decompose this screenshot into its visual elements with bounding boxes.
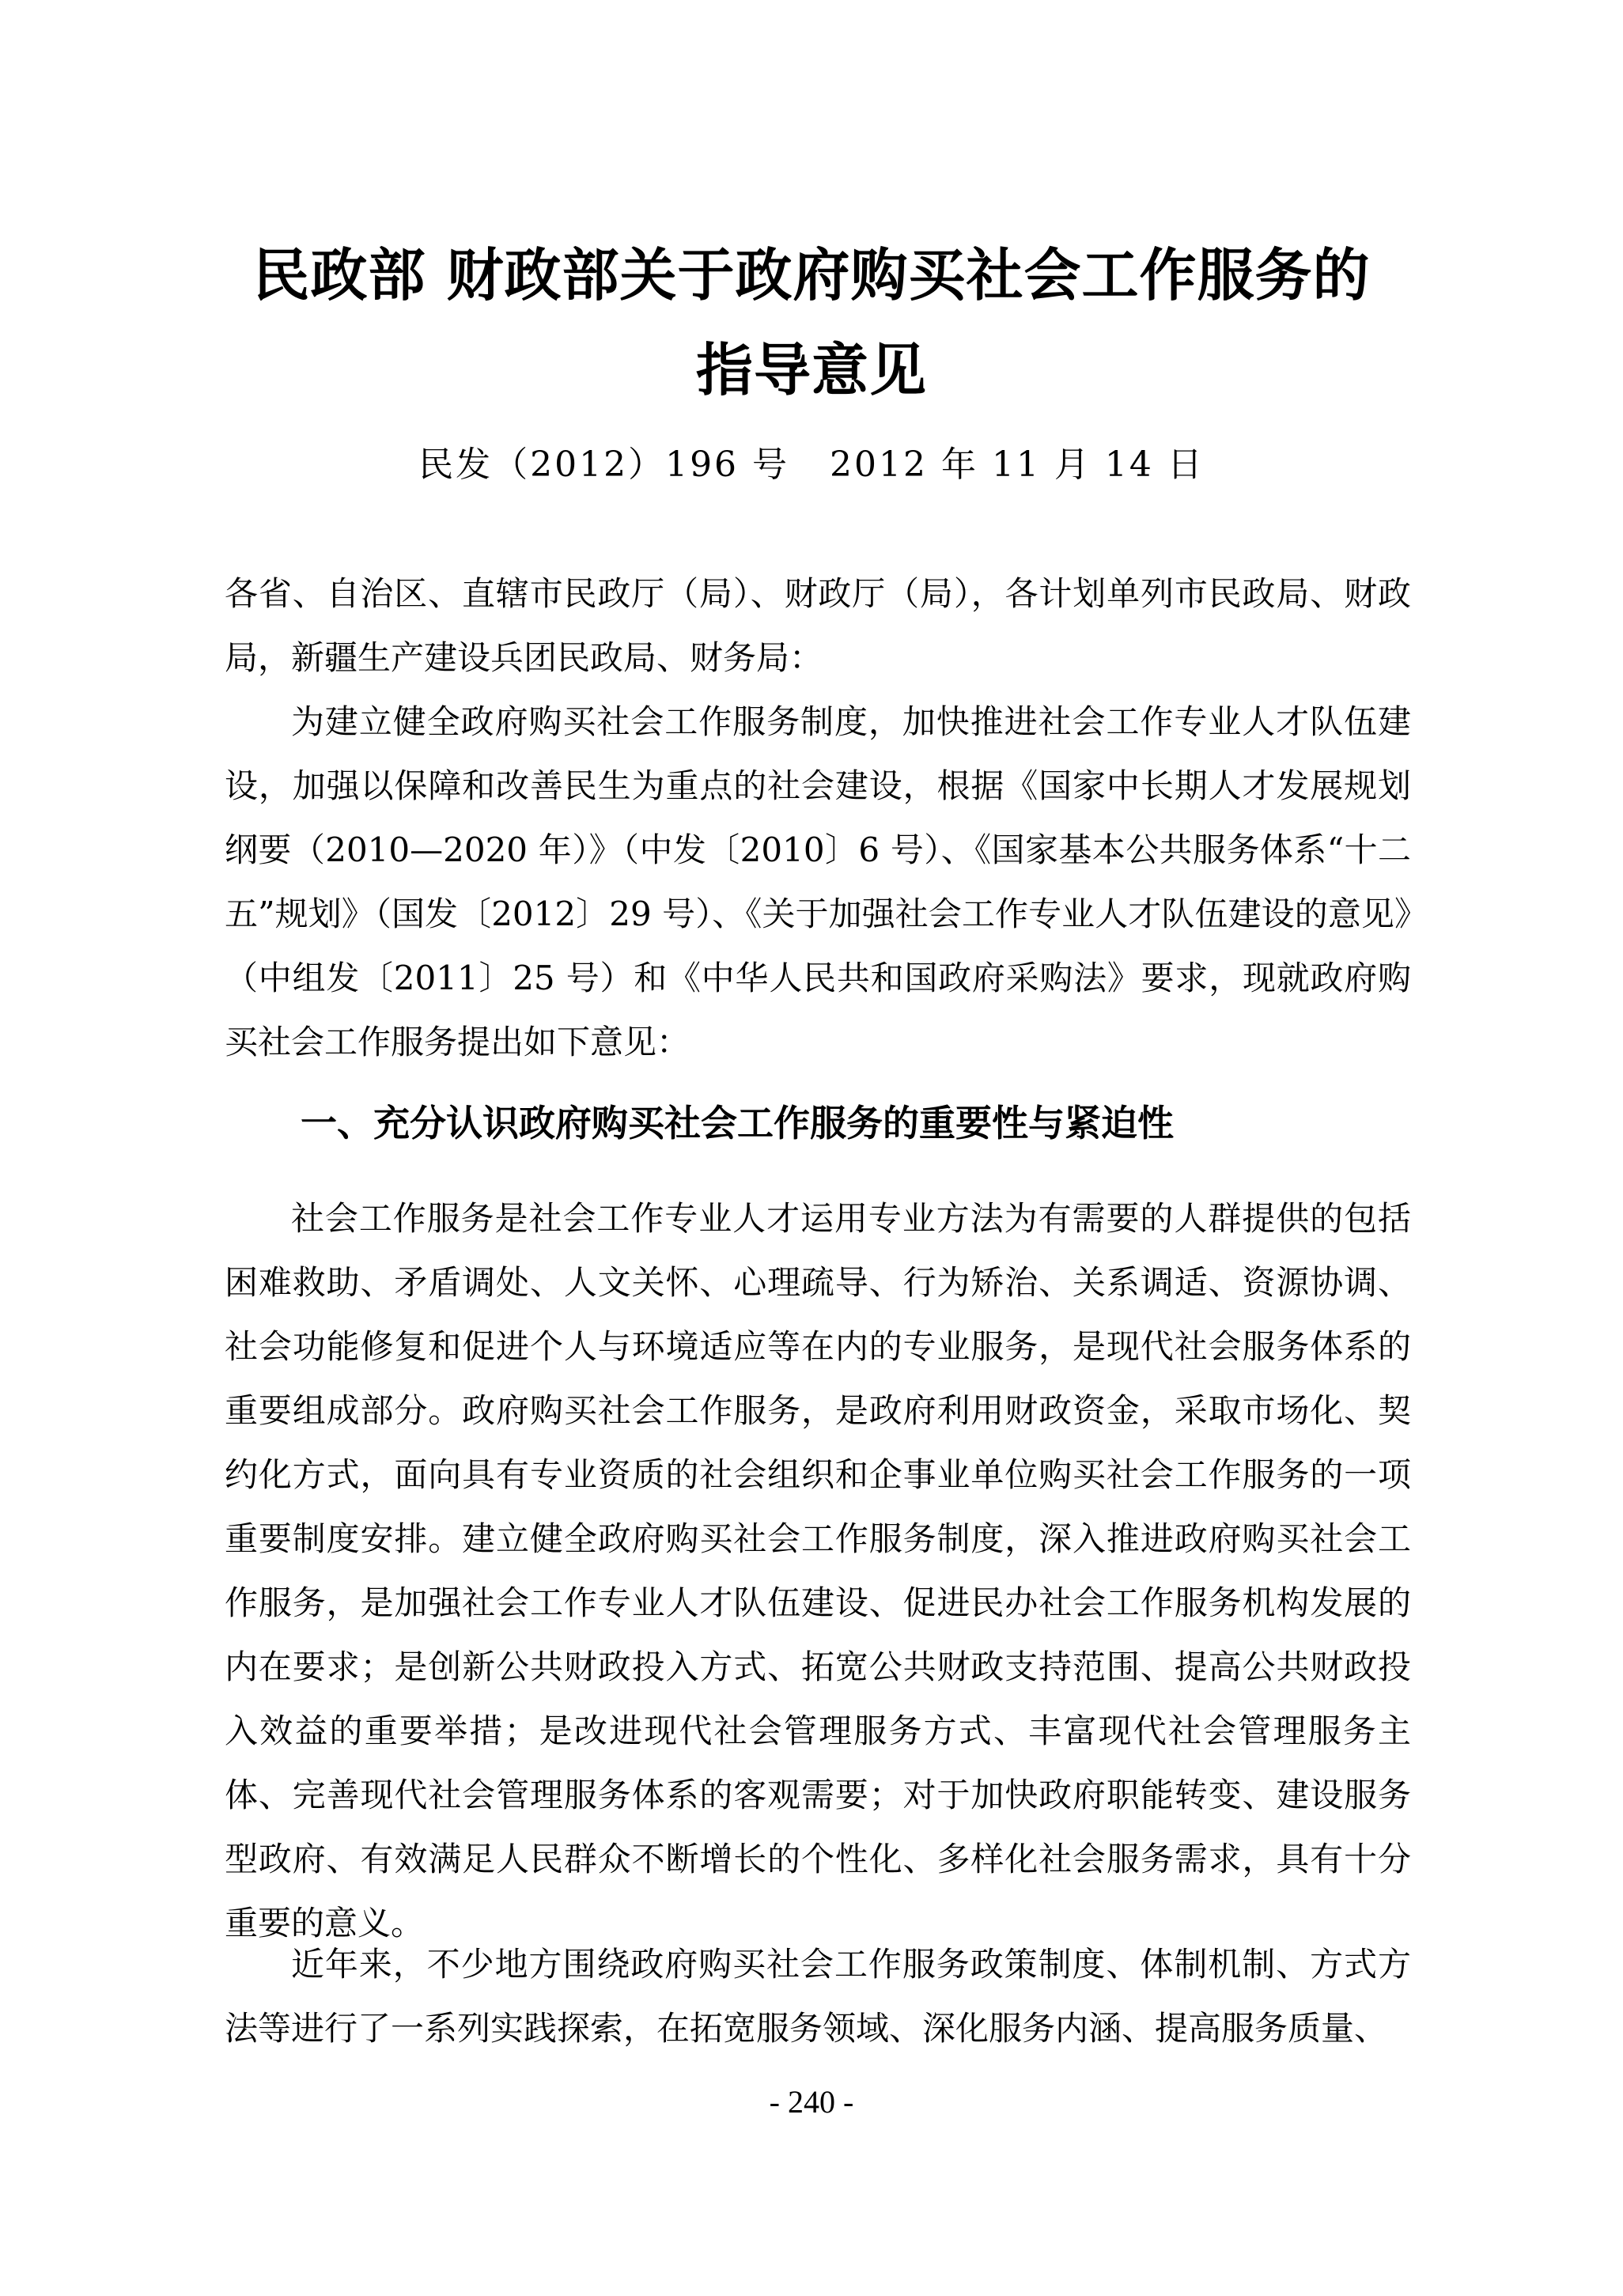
section-paragraph-2: 近年来，不少地方围绕政府购买社会工作服务政策制度、体制机制、方式方法等进行了一系列实践探索，在拓宽服务领域、深化服务内涵、提高服务质量、 [225,1945,1411,2048]
addressee-block [225,562,1411,690]
document-title-line-2: 指导意见 [695,337,927,403]
page-number: - 240 - [769,2084,854,2120]
document-number-and-date: 民发（2012）196 号 2012 年 11 月 14 日 [418,444,1205,485]
section-paragraph-1: 社会工作服务是社会工作专业人才运用专业方法为有需要的人群提供的包括困难救助、矛盾调处、人文关怀、心理疏导、行为矫治、关系调适、资源协调、社会功能修复和促进个人与环境适应等在内的专业服务，是现代社会服务体系的重要组成部分。政府购买社会工作服务，是政府利用财政资金，采取市场化、契约化方式，面向具有专业资质的社会组织和企事业单位购买社会工作服务的一项重要制度安排。建立健全政府购买社会工作服务制度，深入推进政府购买社会工作服务，是加强社会工作专业人才队伍建设、促进民办社会工作服务机构发展的内在要求；是创新公共财政投入方式、拓宽公共财政支持范围、提高公共财政投入效益的重要举措；是改进现代社会管理服务方式、丰富现代社会管理服务主体、完善现代社会管理服务体系的客观需要；对于加快政府职能转变、建设服务型政府、有效满足人民群众不断增长的个性化、多样化社会服务需求，具有十分重要的意义。 [225,1199,1411,1942]
intro-paragraph-block [225,690,1411,1074]
document-title-line-1: 民政部 财政部关于政府购买社会工作服务的 [252,242,1371,308]
section-paragraph-block-2 [225,1932,1411,2060]
intro-paragraph: 为建立健全政府购买社会工作服务制度，加快推进社会工作专业人才队伍建设，加强以保障和改善民生为重点的社会建设，根据《国家中长期人才发展规划纲要（2010—2020 年）》（中发〔2010〕6 号）、《国家基本公共服务体系“十二五”规划》（国发〔2012〕29 号）、《关于加强社会工作专业人才队伍建设的意见》（中组发〔2011〕25 号）和《中华人民共和国政府采购法》要求，现就政府购买社会工作服务提出如下意见： [225,702,1411,1061]
section-heading: 一、充分认识政府购买社会工作服务的重要性与紧迫性 [301,1102,1174,1144]
section-paragraph-block [225,1186,1411,1955]
addressees-text: 各省、自治区、直辖市民政厅（局）、财政厅（局），各计划单列市民政局、财政局，新疆生产建设兵团民政局、财务局： [225,574,1411,677]
